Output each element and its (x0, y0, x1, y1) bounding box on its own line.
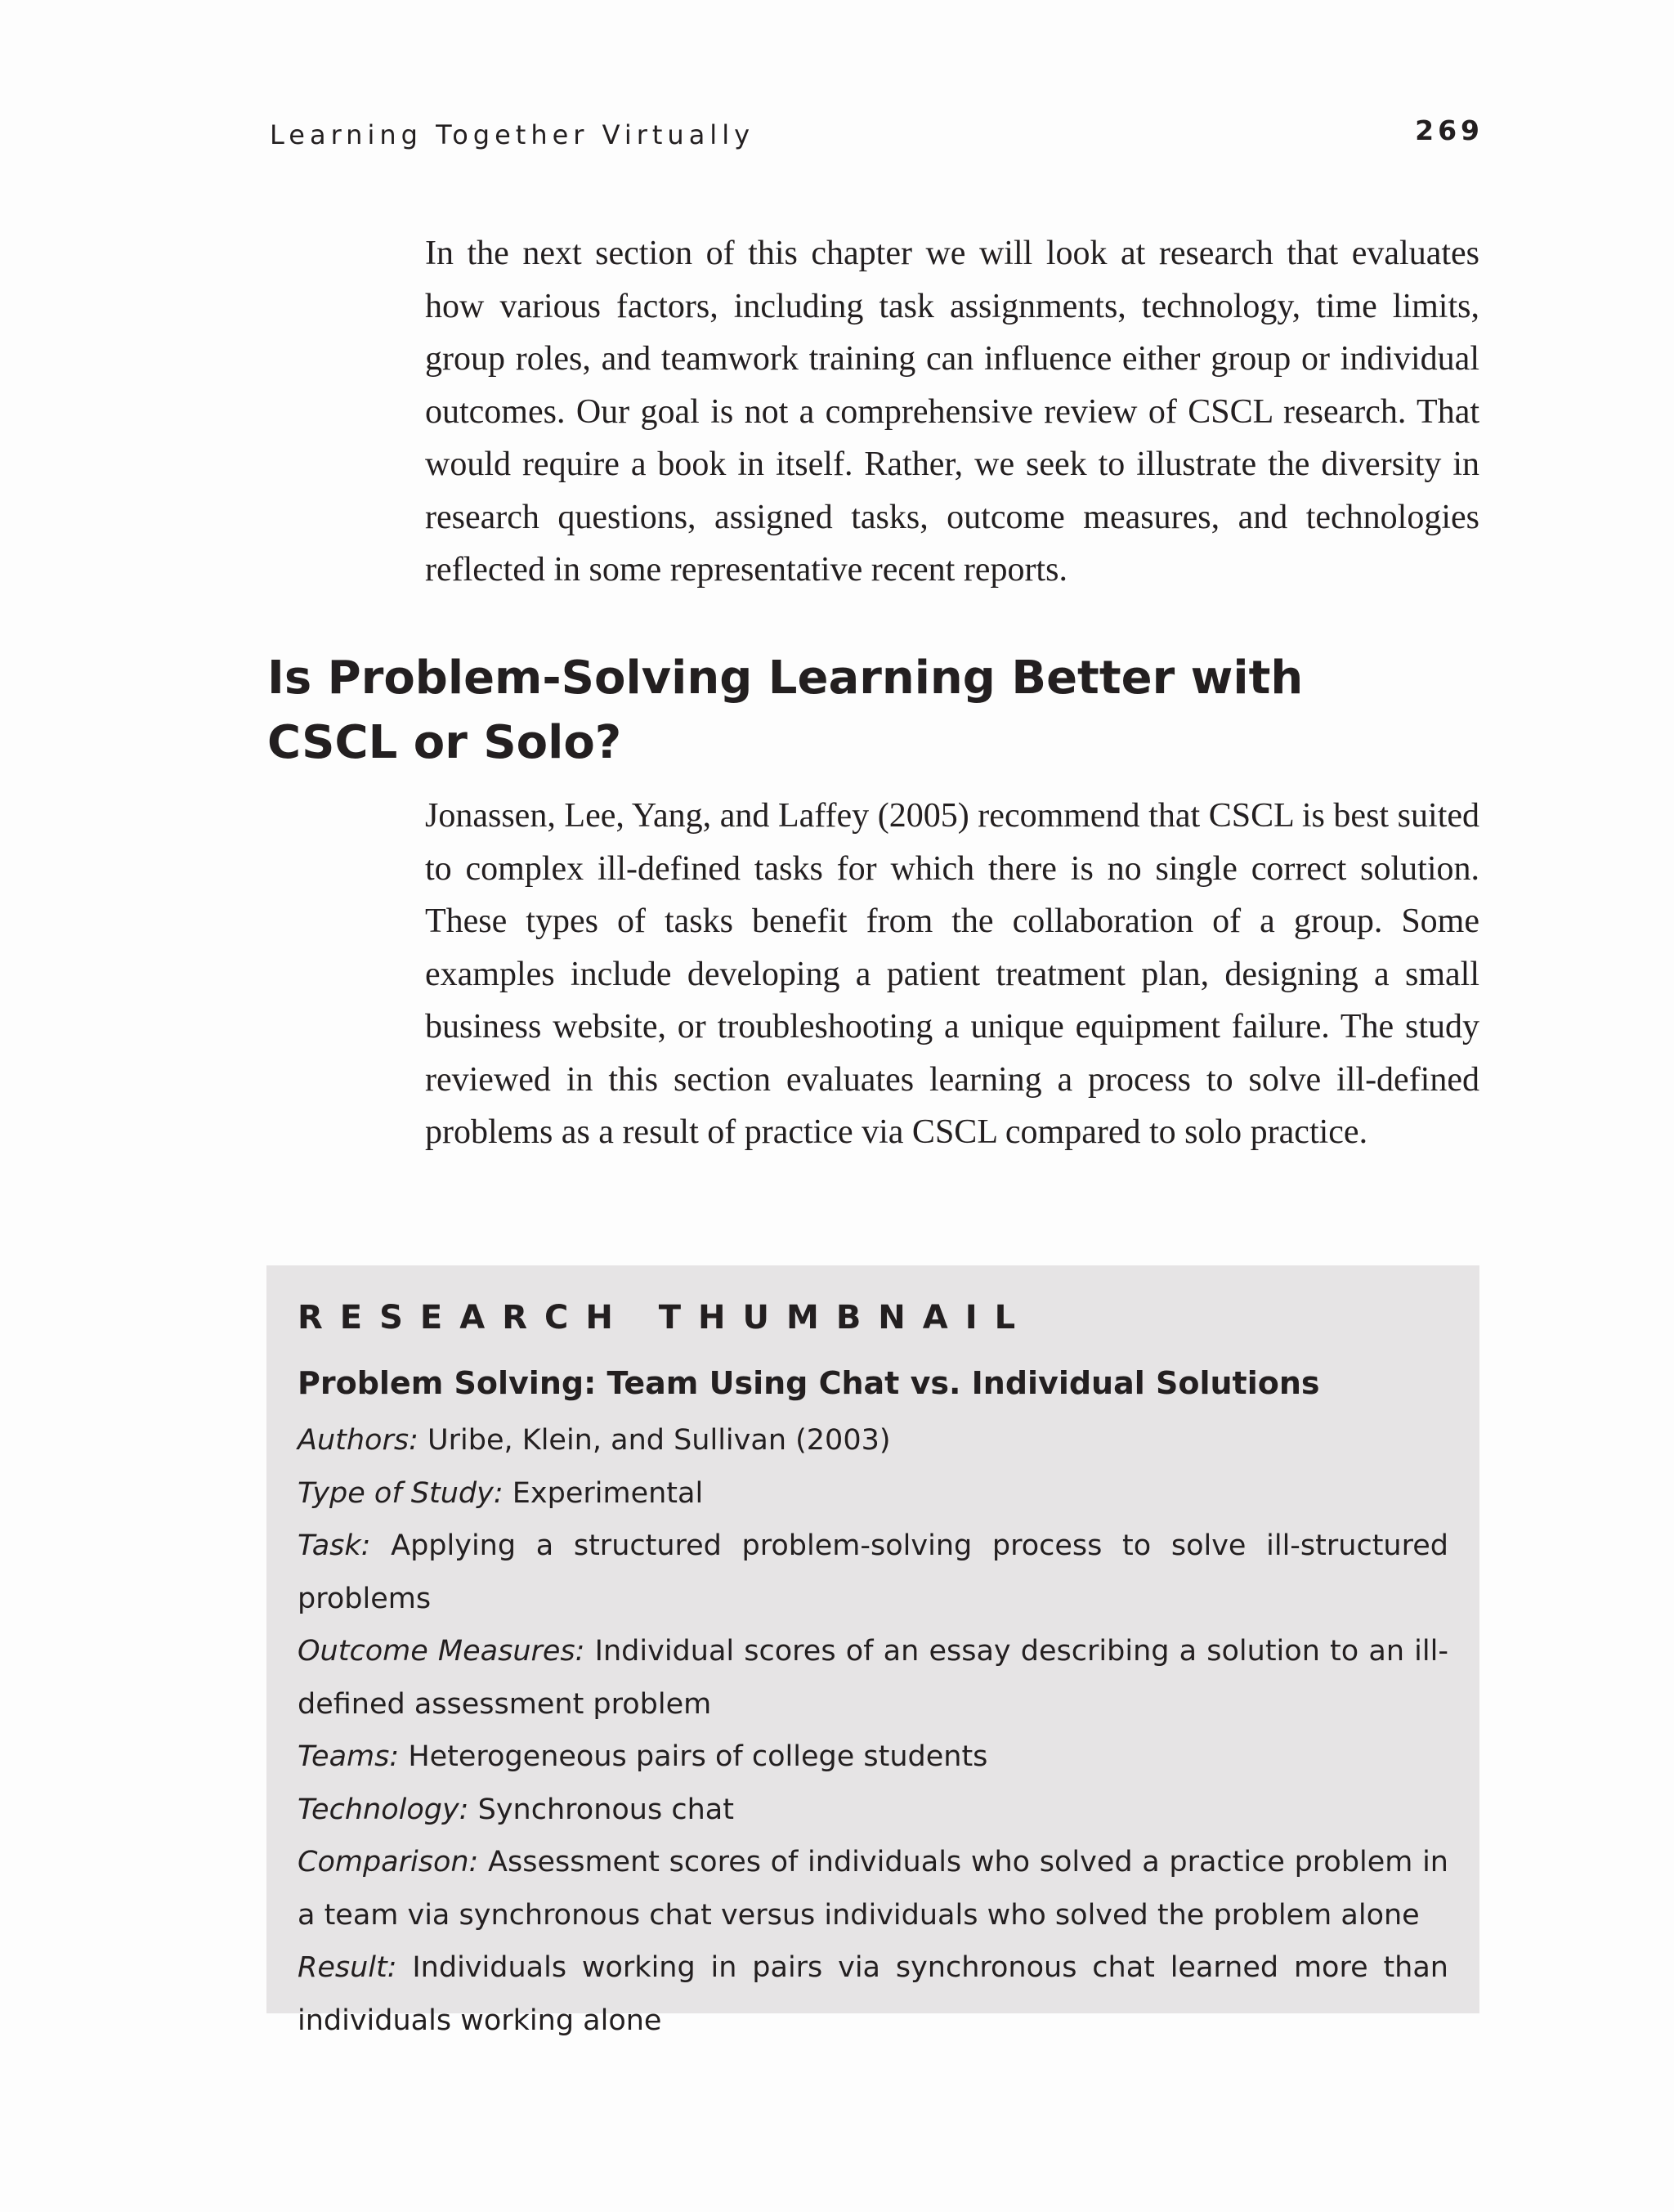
field-teams (298, 1731, 1448, 1784)
field-type-of-study (298, 1467, 1448, 1520)
section-heading-line2: CSCL or Solo? (267, 716, 622, 769)
field-label: Teams: (298, 1740, 400, 1773)
field-value: Uribe, Klein, and Sullivan (2003) (427, 1424, 891, 1457)
field-task (298, 1520, 1448, 1625)
field-outcome-measures (298, 1625, 1448, 1731)
field-technology (298, 1784, 1448, 1837)
page-number: 269 (1415, 114, 1484, 146)
field-result (298, 1941, 1448, 2047)
field-value: Applying a structured problem-solving process to solve ill-structured problems (298, 1529, 1448, 1615)
intro-paragraph: In the next section of this chapter we will look at research that evaluates how various factors, including task assignments, technology, time limits, group roles, and teamwork training can influence either group or individual outcomes. Our goal is not a comprehensive review of CSCL research. That would require a book in itself. Rather, we seek to illustrate the diversity in research questions, assigned tasks, outcome measures, and technologies reflected in some representative recent reports. (425, 235, 1479, 589)
field-authors (298, 1414, 1448, 1467)
thumbnail-title: Problem Solving: Team Using Chat vs. Individual Solutions (298, 1365, 1320, 1401)
field-value: Assessment scores of individuals who solved a practice problem in a team via synchronous chat versus individuals who solved the problem alone (298, 1846, 1448, 1932)
field-value: Individual scores of an essay describing a solution to an ill-defined assessment problem (298, 1635, 1448, 1721)
field-label: Comparison: (298, 1846, 479, 1878)
section-paragraph: Jonassen, Lee, Yang, and Laffey (2005) recommend that CSCL is best suited to complex ill-defined tasks for which there is no single correct solution. These types of tasks benefit from the collaboration of a group. Some examples include developing a patient treatment plan, designing a small business website, or troubleshooting a unique equipment failure. The study reviewed in this section evaluates learning a process to solve ill-defined problems as a result of practice via CSCL compared to solo practice. (425, 797, 1479, 1151)
field-label: Authors: (298, 1424, 418, 1457)
field-label: Task: (298, 1529, 371, 1562)
field-comparison (298, 1836, 1448, 1941)
thumbnail-label: RESEARCH THUMBNAIL (298, 1299, 1033, 1337)
field-value: Heterogeneous pairs of college students (408, 1740, 988, 1773)
running-head: Learning Together Virtually (270, 119, 755, 150)
field-value: Synchronous chat (477, 1793, 734, 1826)
field-label: Type of Study: (298, 1476, 504, 1510)
section-heading (267, 646, 1330, 775)
section-heading-line1: Is Problem-Solving Learning Better with (267, 652, 1304, 705)
field-value: Experimental (512, 1476, 704, 1510)
field-label: Result: (298, 1951, 397, 1984)
field-value: Individuals working in pairs via synchronous chat learned more than individuals working alone (298, 1951, 1448, 2037)
field-label: Outcome Measures: (298, 1635, 585, 1668)
field-label: Technology: (298, 1793, 469, 1826)
research-thumbnail-box (266, 1265, 1479, 2037)
